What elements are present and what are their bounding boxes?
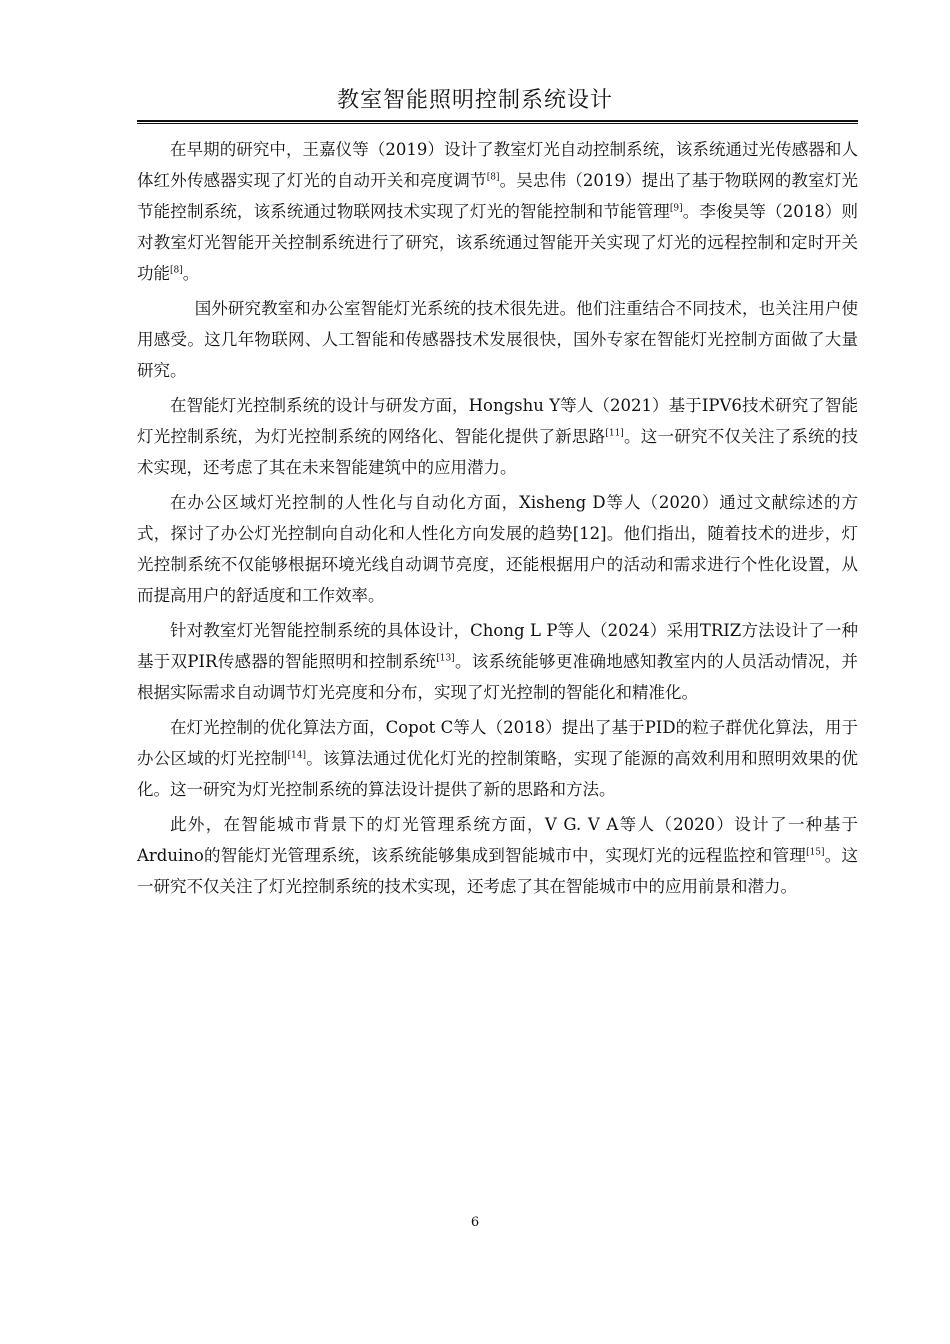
paragraph-early-research (137, 134, 858, 289)
citation-marker: [8] (170, 265, 183, 276)
text-span: 此外，在智能城市背景下的灯光管理系统方面，V G. V A等人（2020）设计了一种基于Arduino的智能灯光管理系统，该系统能够集成到智能城市中，实现灯光的远程监控和管理 (137, 815, 858, 865)
text-span: 在灯光控制的优化算法方面，Copot C等人（2018）提出了基于PID的粒子群优化算法，用于办公区域的灯光控制 (137, 718, 858, 768)
text-span: 。该系统能够更准确地感知教室内的人员活动情况，并根据实际需求自动调节灯光亮度和分布，实现了灯光控制的智能化和精准化。 (137, 652, 859, 702)
paragraph-office-automation (137, 487, 858, 611)
text-span: 。 (182, 264, 200, 283)
text-span: 。该算法通过优化灯光的控制策略，实现了能源的高效利用和照明效果的优化。这一研究为灯光控制系统的算法设计提供了新的思路和方法。 (137, 749, 859, 799)
page-header-title: 教室智能照明控制系统设计 (336, 88, 613, 113)
citation-marker: [11] (605, 428, 624, 439)
citation-marker: [13] (436, 653, 455, 664)
paragraph-design-development (137, 390, 858, 483)
text-span: 。这一研究不仅关注了灯光控制系统的技术实现，还考虑了其在智能城市中的应用前景和潜力。 (137, 846, 858, 896)
text-span: 。吴忠伟（2019）提出了基于物联网的教室灯光节能控制系统，该系统通过物联网技术实现了灯光的智能控制和节能管理 (137, 171, 858, 221)
text-span: 在办公区域灯光控制的人性化与自动化方面，Xisheng D等人（2020）通过文献综述的方式，探讨了办公灯光控制向自动化和人性化方向发展的趋势[12]。他们指出，随着技术的进步，灯光控制系统不仅能够根据环境光线自动调节亮度，还能根据用户的活动和需求进行个性化设置，从而提高用户的舒适度和工作效率。 (137, 493, 858, 605)
body-text (137, 134, 858, 902)
citation-marker: [8] (486, 172, 500, 183)
page-number: 6 (470, 1215, 480, 1230)
citation-marker: [9] (669, 203, 683, 214)
text-span: 针对教室灯光智能控制系统的具体设计，Chong L P等人（2024）采用TRIZ方法设计了一种基于双PIR传感器的智能照明和控制系统 (137, 621, 858, 671)
paragraph-optimization-algorithm (137, 712, 858, 805)
citation-marker: [15] (806, 847, 825, 858)
text-span: 。李俊昊等（2018）则对教室灯光智能开关控制系统进行了研究，该系统通过智能开关实现了灯光的远程控制和定时开关功能 (137, 202, 859, 283)
paragraph-smart-city (137, 809, 858, 902)
header-divider (137, 120, 858, 124)
text-span: 国外研究教室和办公室智能灯光系统的技术很先进。他们注重结合不同技术，也关注用户使用感受。这几年物联网、人工智能和传感器技术发展很快，国外专家在智能灯光控制方面做了大量研究。 (137, 299, 858, 380)
paragraph-classroom-design (137, 615, 858, 708)
citation-marker: [14] (287, 750, 307, 761)
text-span: 在早期的研究中，王嘉仪等（2019）设计了教室灯光自动控制系统，该系统通过光传感器和人体红外传感器实现了灯光的自动开关和亮度调节 (137, 140, 858, 190)
text-span: 在智能灯光控制系统的设计与研发方面，Hongshu Y等人（2021）基于IPV6技术研究了智能灯光控制系统，为灯光控制系统的网络化、智能化提供了新思路 (137, 396, 858, 446)
paragraph-foreign-research (137, 293, 858, 386)
text-span: 。这一研究不仅关注了系统的技术实现，还考虑了其在未来智能建筑中的应用潜力。 (137, 427, 858, 477)
